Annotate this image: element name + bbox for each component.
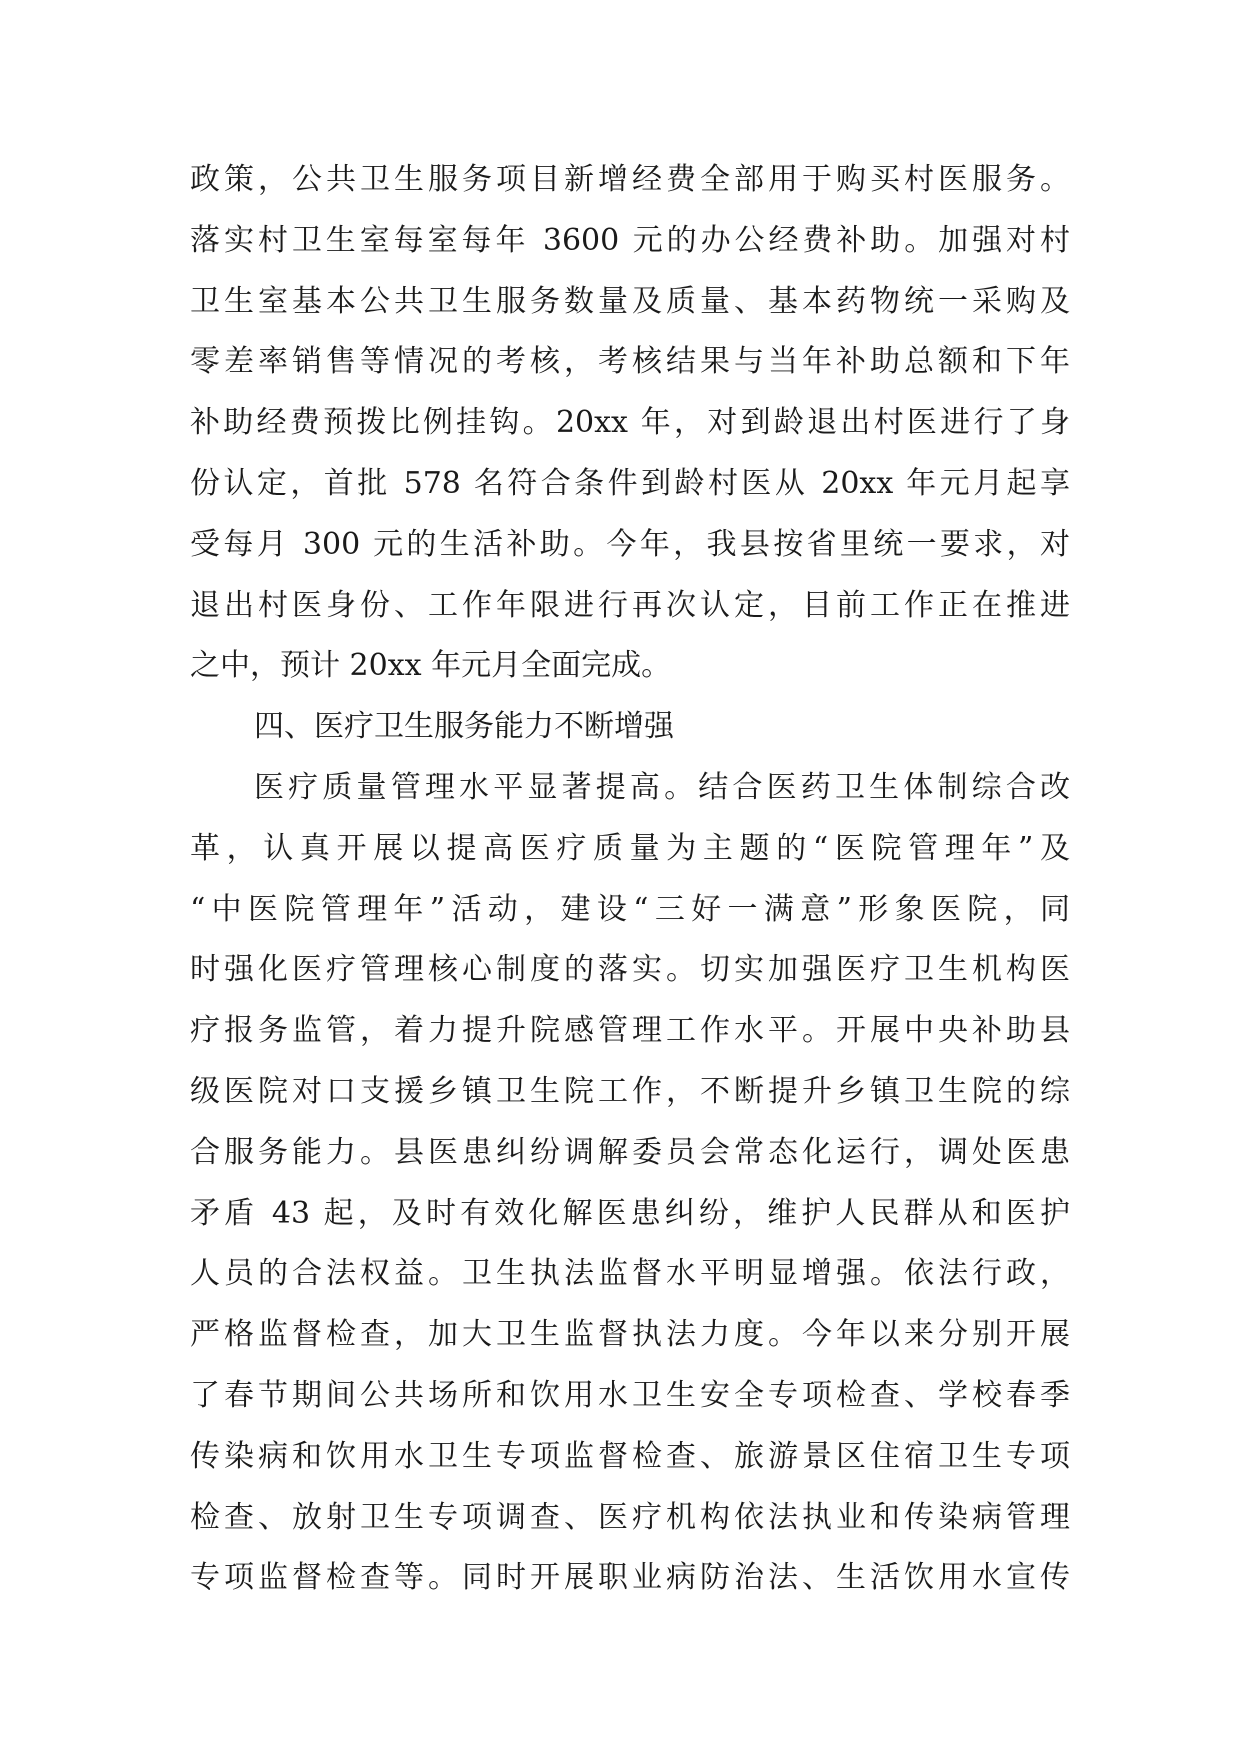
text-line: 卫生室基本公共卫生服务数量及质量、基本药物统一采购及: [190, 283, 1070, 319]
text-line: 医疗质量管理水平显著提高。结合医药卫生体制综合改: [254, 769, 1070, 805]
text-line: 合服务能力。县医患纠纷调解委员会常态化运行，调处医患: [190, 1134, 1070, 1170]
text-line: “中医院管理年”活动，建设“三好一满意”形象医院，同: [190, 891, 1070, 927]
text-line: 矛盾 43 起，及时有效化解医患纠纷，维护人民群从和医护: [190, 1195, 1070, 1231]
text-line: 疗报务监管，着力提升院感管理工作水平。开展中央补助县: [190, 1013, 1070, 1049]
text-line: 时强化医疗管理核心制度的落实。切实加强医疗卫生机构医: [190, 952, 1070, 988]
text-line: 级医院对口支援乡镇卫生院工作，不断提升乡镇卫生院的综: [190, 1073, 1070, 1109]
body-text: [190, 150, 1070, 1609]
text-line: 份认定，首批 578 名符合条件到龄村医从 20xx 年元月起享: [190, 465, 1070, 501]
section-heading: 四、医疗卫生服务能力不断增强: [254, 709, 674, 745]
text-line: 了春节期间公共场所和饮用水卫生安全专项检查、学校春季: [190, 1377, 1070, 1413]
text-line: 人员的合法权益。卫生执法监督水平明显增强。依法行政，: [190, 1256, 1070, 1292]
text-line: 专项监督检查等。同时开展职业病防治法、生活饮用水宣传: [190, 1560, 1070, 1596]
text-line: 检查、放射卫生专项调查、医疗机构依法执业和传染病管理: [190, 1499, 1070, 1535]
text-line: 政策，公共卫生服务项目新增经费全部用于购买村医服务。: [190, 162, 1070, 197]
text-line: 受每月 300 元的生活补助。今年，我县按省里统一要求，对: [190, 526, 1070, 562]
text-line: 退出村医身份、工作年限进行再次认定，目前工作正在推进: [190, 587, 1070, 623]
text-line: 补助经费预拨比例挂钩。20xx 年，对到龄退出村医进行了身: [190, 405, 1070, 441]
text-line: 落实村卫生室每室每年 3600 元的办公经费补助。加强对村: [190, 222, 1070, 258]
text-line: 之中，预计 20xx 年元月全面完成。: [190, 648, 672, 684]
text-line: 零差率销售等情况的考核，考核结果与当年补助总额和下年: [190, 344, 1070, 380]
text-line: 革，认真开展以提高医疗质量为主题的“医院管理年”及: [190, 830, 1070, 866]
text-line: 严格监督检查，加大卫生监督执法力度。今年以来分别开展: [190, 1317, 1070, 1353]
text-line: 传染病和饮用水卫生专项监督检查、旅游景区住宿卫生专项: [190, 1438, 1070, 1474]
